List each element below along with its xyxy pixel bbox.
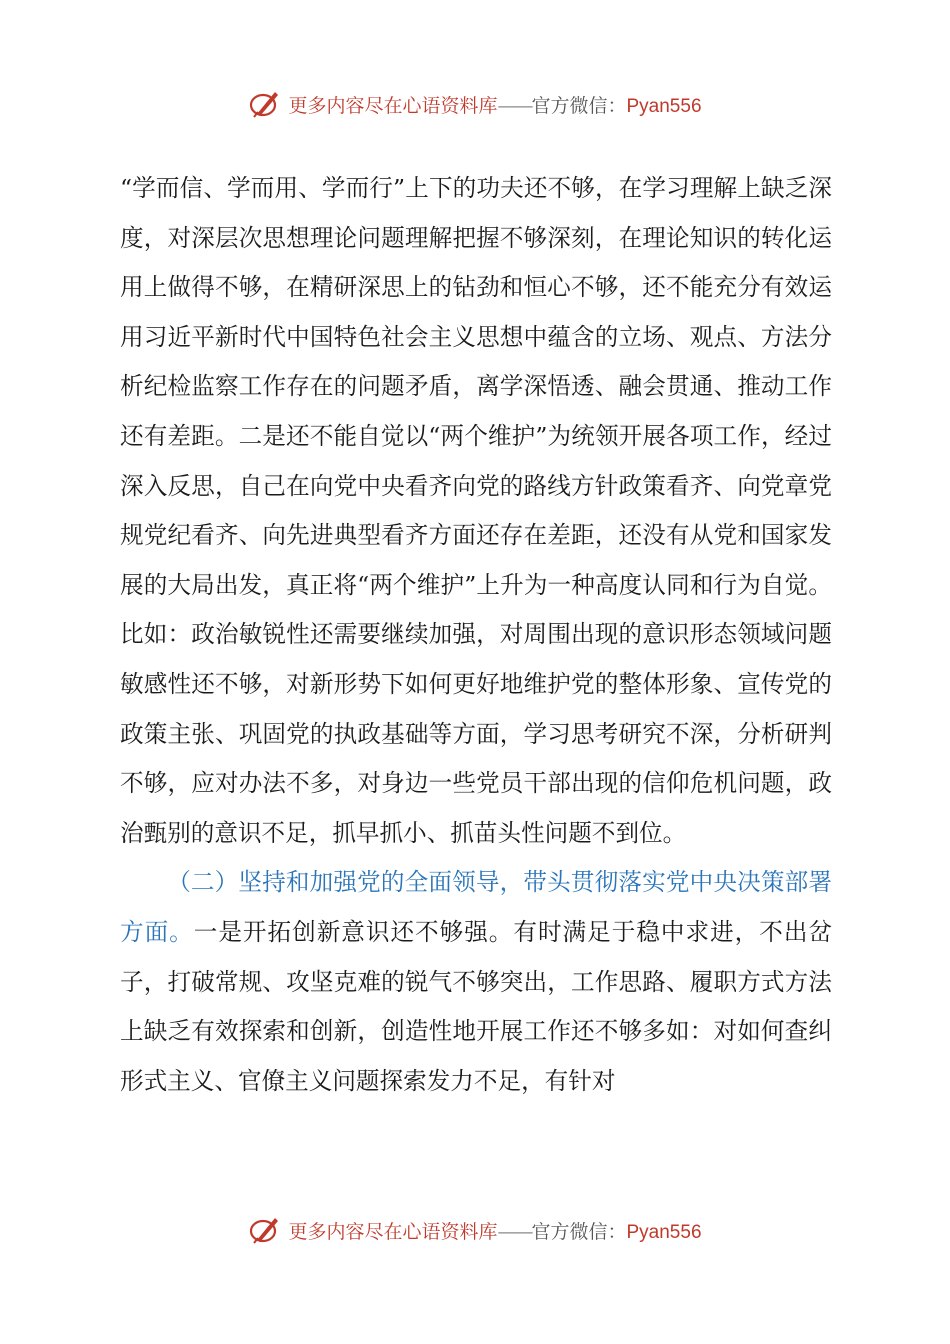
header-text xyxy=(288,91,701,118)
header-library-text: 更多内容尽在心语资料库 xyxy=(288,94,498,117)
paragraph-1: “学而信、学而用、学而行”上下的功夫还不够，在学习理解上缺乏深度，对深层次思想理论问题理解把握不够深刻，在理论知识的转化运用上做得不够，在精研深思上的钻劲和恒心不够，还不能充分有效运用习近平新时代中国特色社会主义思想中蕴含的立场、观点、方法分析纪检监察工作存在的问题矛盾，离学深悟透、融会贯通、推动工作还有差距。二是还不能自觉以“两个维护”为统领开展各项工作，经过深入反思，自己在向党中央看齐向党的路线方针政策看齐、向党章党规党纪看齐、向先进典型看齐方面还存在差距，还没有从党和国家发展的大局出发，真正将“两个维护”上升为一种高度认同和行为自觉。比如：政治敏锐性还需要继续加强，对周围出现的意识形态领域问题敏感性还不够，对新形势下如何更好地维护党的整体形象、宣传党的政策主张、巩固党的执政基础等方面，学习思考研究不深，分析研判不够，应对办法不多，对身边一些党员干部出现的信仰危机问题，政治甄别的意识不足，抓早抓小、抓苗头性问题不到位。 xyxy=(120,174,832,847)
header-wechat-id: Pyan556 xyxy=(626,95,702,117)
quill-pen-logo-icon xyxy=(248,1213,282,1247)
document-body xyxy=(120,164,832,1106)
footer-text xyxy=(288,1217,701,1244)
quill-pen-logo-icon xyxy=(248,87,282,121)
section-heading-2: （二）坚持和加强党的全面领导，带头贯彻落实党中央决策部署方面。 xyxy=(120,868,832,946)
header-watermark xyxy=(0,82,950,126)
footer-dash: —— xyxy=(497,1220,532,1243)
paragraph-2-text: 一是开拓创新意识还不够强。有时满足于稳中求进，不出岔子，打破常规、攻坚克难的锐气不够突出，工作思路、履职方式方法上缺乏有效探索和创新，创造性地开展工作还不够多如：对如何查纠形式主义、官僚主义问题探索发力不足，有针对 xyxy=(120,917,833,1095)
header-wechat-label: 官方微信： xyxy=(531,94,627,117)
footer-wechat-label: 官方微信： xyxy=(531,1220,627,1243)
footer-wechat-id: Pyan556 xyxy=(626,1221,702,1243)
footer-watermark xyxy=(0,1208,950,1252)
paragraph-2 xyxy=(120,858,832,1106)
header-dash: —— xyxy=(497,94,532,117)
footer-library-text: 更多内容尽在心语资料库 xyxy=(288,1220,498,1243)
